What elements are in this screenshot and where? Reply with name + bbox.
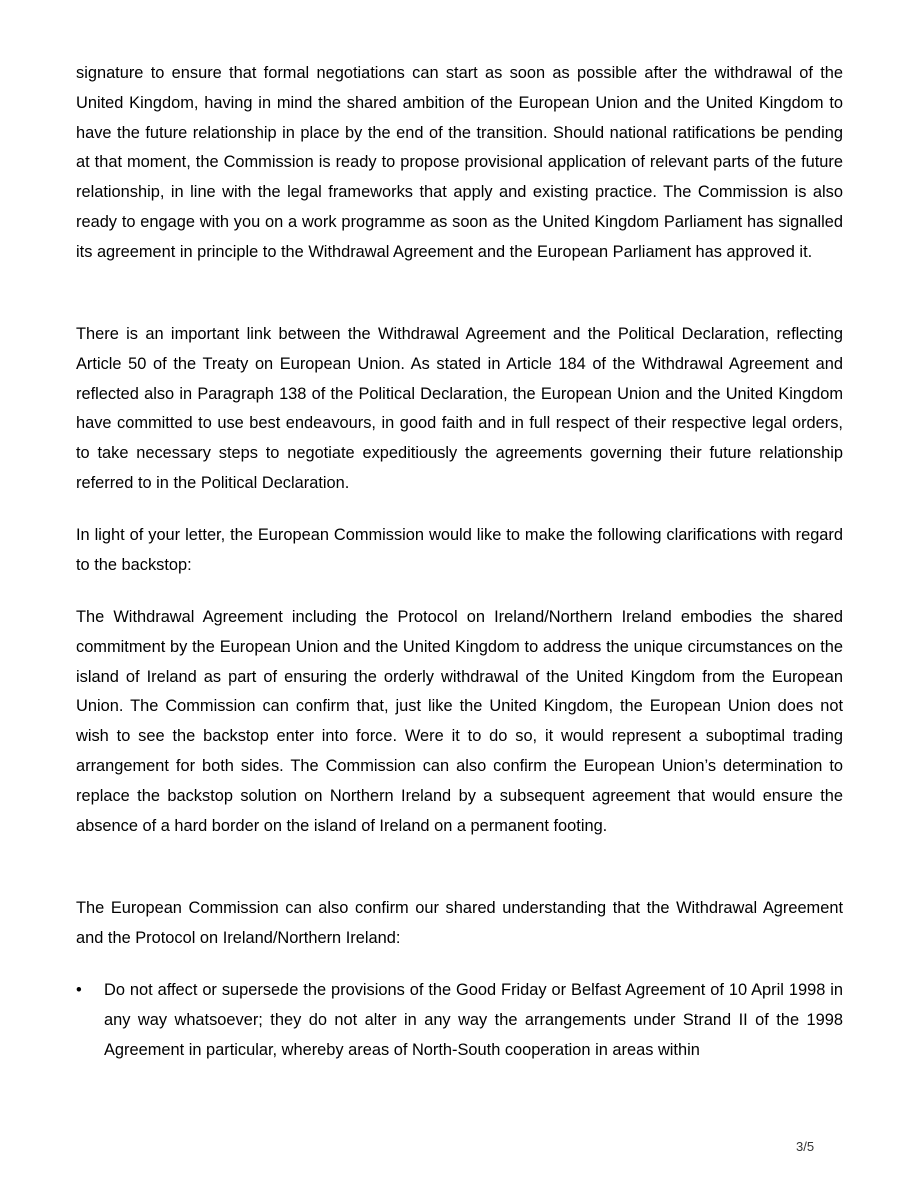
paragraph-protocol-ireland: The Withdrawal Agreement including the Protocol on Ireland/Northern Ireland embodies the shared commitment by the European Union and the United Kingdom to address the unique circumstances on the island of Ireland as part of ensuring the orderly withdrawal of the United Kingdom from the European Union. The Commission can confirm that, just like the United Kingdom, the European Union does not wish to see the backstop enter into force. Were it to do so, it would represent a suboptimal trading arrangement for both sides. The Commission can also confirm the European Union’s determination to replace the backstop solution on Northern Ireland by a subsequent agreement that would ensure the absence of a hard border on the island of Ireland on a permanent footing.	[76, 608, 843, 835]
paragraph-future-relationship: signature to ensure that formal negotiations can start as soon as possible after the withdrawal of the United Kingdom, having in mind the shared ambition of the European Union and the United Kingdom to have the future relationship in place by the end of the transition. Should national ratifications be pending at that moment, the Commission is ready to propose provisional application of relevant parts of the future relationship, in line with the legal frameworks that apply and existing practice. The Commission is also ready to engage with you on a work programme as soon as the United Kingdom Parliament has signalled its agreement in principle to the Withdrawal Agreement and the European Parliament has approved it.	[76, 64, 843, 261]
bullet-text: Do not affect or supersede the provisions of the Good Friday or Belfast Agreement of 10 April 1998 in any way whatsoever; they do not alter in any way the arrangements under Strand II of the 1998 Agreement in particular, whereby areas of North-South cooperation in areas within	[104, 981, 843, 1059]
paragraph-political-declaration-link: There is an important link between the Withdrawal Agreement and the Political Declaration, reflecting Article 50 of the Treaty on European Union. As stated in Article 184 of the Withdrawal Agreement and reflected also in Paragraph 138 of the Political Declaration, the European Union and the United Kingdom have committed to use best endeavours, in good faith and in full respect of their respective legal orders, to take necessary steps to negotiate expeditiously the agreements governing their future relationship referred to in the Political Declaration.	[76, 325, 843, 492]
bullet-marker: •	[76, 981, 82, 999]
paragraph-shared-understanding: The European Commission can also confirm our shared understanding that the Withdrawal Agreement and the Protocol on Ireland/Northern Ireland:	[76, 899, 843, 947]
page-number: 3/5	[796, 1139, 815, 1154]
paragraph-backstop-clarifications: In light of your letter, the European Commission would like to make the following clarifications with regard to the backstop:	[76, 526, 843, 574]
